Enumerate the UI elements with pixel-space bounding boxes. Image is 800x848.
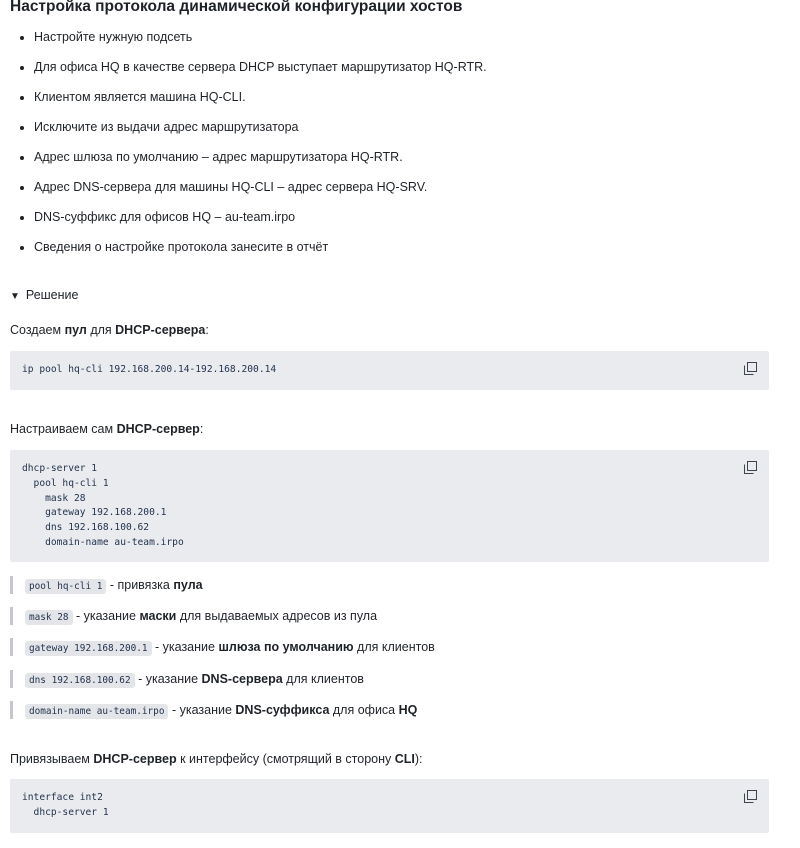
code-block-pool <box>10 351 769 390</box>
bold-text: HQ <box>398 703 418 717</box>
bold-text: DHCP-сервер <box>116 422 200 436</box>
text: - привязка <box>106 578 174 592</box>
copy-icon[interactable] <box>744 362 757 375</box>
list-item: • DNS-суффикс для офисов HQ – au-team.irpo <box>34 207 487 237</box>
step-server-text <box>10 420 203 438</box>
text: Привязываем <box>10 752 94 766</box>
text: для офиса <box>329 703 399 717</box>
list-item: • Сведения о настройке протокола занесите в отчёт <box>34 237 487 267</box>
inline-code: gateway 192.168.200.1 <box>25 641 152 656</box>
text: - указание <box>72 609 140 623</box>
code-block-interface <box>10 779 769 833</box>
bold-text: DNS-суффикса <box>235 703 330 717</box>
note-item <box>10 638 435 656</box>
text: для выдаваемых адресов из пула <box>176 609 378 623</box>
text: - указание <box>151 640 219 654</box>
text: к интерфейсу (смотрящий в сторону <box>176 752 395 766</box>
list-item: • Адрес шлюза по умолчанию – адрес маршрутизатора HQ-RTR. <box>34 147 487 177</box>
list-item: • Адрес DNS-сервера для машины HQ-CLI – адрес сервера HQ-SRV. <box>34 177 487 207</box>
requirements-list <box>0 27 487 267</box>
bold-text: пула <box>173 578 203 592</box>
list-item: • Исключите из выдачи адрес маршрутизатора <box>34 117 487 147</box>
inline-code: mask 28 <box>25 610 73 625</box>
inline-code: domain-name au-team.irpo <box>25 704 168 719</box>
note-item <box>10 607 377 625</box>
note-item <box>10 576 203 594</box>
inline-code: pool hq-cli 1 <box>25 579 106 594</box>
text: для <box>86 323 116 337</box>
step-interface-text <box>10 750 423 768</box>
code-text: interface int2 dhcp-server 1 <box>22 792 109 818</box>
triangle-down-icon: ▼ <box>10 291 20 302</box>
text: : <box>199 422 204 436</box>
text: для клиентов <box>282 672 364 686</box>
code-text: dhcp-server 1 pool hq-cli 1 mask 28 gateway 192.168.200.1 dns 192.168.100.62 domain-name au-team.irpo <box>22 463 184 548</box>
bold-text: шлюза по умолчанию <box>218 640 354 654</box>
copy-icon[interactable] <box>744 790 757 803</box>
text: ): <box>414 752 423 766</box>
copy-icon[interactable] <box>744 461 757 474</box>
text: - указание <box>134 672 202 686</box>
note-item <box>10 701 417 719</box>
bold-text: маски <box>139 609 177 623</box>
list-item: • Настройте нужную подсеть <box>34 27 487 57</box>
bold-text: CLI <box>394 752 415 766</box>
bold-text: DNS-сервера <box>201 672 283 686</box>
solution-label: Решение <box>25 288 79 302</box>
text: - указание <box>168 703 236 717</box>
solution-toggle[interactable] <box>10 286 78 306</box>
text: для клиентов <box>353 640 435 654</box>
list-item: • Клиентом является машина HQ-CLI. <box>34 87 487 117</box>
code-block-server <box>10 450 769 562</box>
bold-text: пул <box>64 323 87 337</box>
bold-text: DHCP-сервера <box>115 323 206 337</box>
step-pool-text <box>10 321 209 339</box>
page-title: Настройка протокола динамической конфигурации хостов <box>10 0 463 15</box>
code-text: ip pool hq-cli 192.168.200.14-192.168.200.14 <box>22 364 277 375</box>
text: Настраиваем сам <box>10 422 117 436</box>
bold-text: DHCP-сервер <box>93 752 177 766</box>
note-item <box>10 670 364 688</box>
text: : <box>205 323 209 337</box>
text: Создаем <box>10 323 65 337</box>
list-item: • Для офиса HQ в качестве сервера DHCP выступает маршрутизатор HQ-RTR. <box>34 57 487 87</box>
inline-code: dns 192.168.100.62 <box>25 673 135 688</box>
